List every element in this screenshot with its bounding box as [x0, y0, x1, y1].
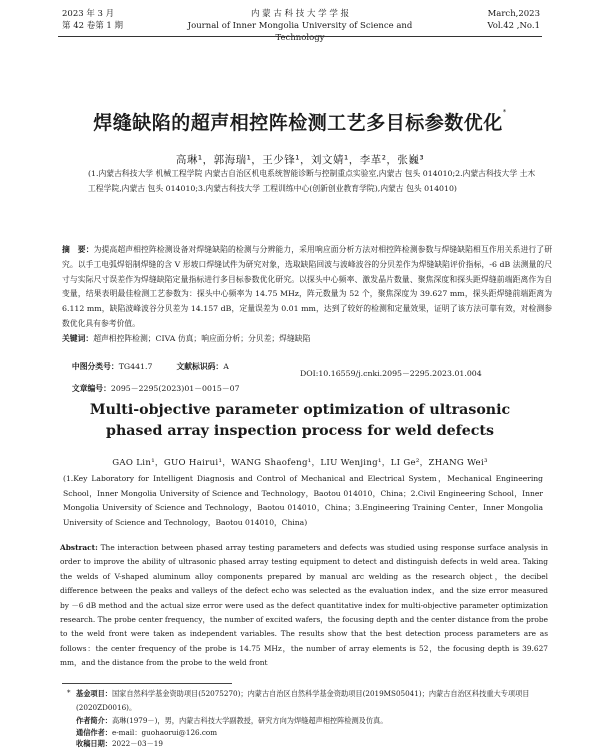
doi: DOI:10.16559/j.cnki.2095－2295.2023.01.004	[300, 369, 482, 378]
article-no-value: 2095－2295(2023)01－0015－07	[110, 384, 240, 393]
fund-label: 基金项目：	[76, 689, 112, 698]
authors-cn: 高琳¹，郭海瑞¹，王少锋¹，刘文婧¹，李革²，张巍³	[175, 154, 425, 166]
doc-code-label: 文献标识码：	[176, 362, 224, 371]
title-en-line2: phased array inspection process for weld defects	[106, 422, 494, 439]
abstract-en-text: The interaction between phased array testing parameters and defects was studied using response surface analysis in order to improve the ability of ultrasonic phased array testing equipment to detect and distinguish defects in weld area. Taking the welds of V-shaped aluminum alloy components prepared by manual arc welding as the research object，the decibel difference between the peaks and valleys of the defect echo was selected as the evaluation index，and the size error measured by －6 dB method and the actual size error were used as the defect quantitative index for multi-objective parameter optimization research. The probe center frequency，the number of excited wafers，the focusing depth and the center distance from the probe to the weld front were taken as independent variables. The results show that the best detection process parameters are as follows：the center frequency of the probe is 14.75 MHz，the number of array elements is 52，the focusing depth is 39.627 mm，and the distance from the probe to the weld front	[60, 543, 548, 668]
clc-value: TG441.7	[118, 362, 153, 371]
footnote-fund	[76, 687, 546, 714]
author-intro-text: 高琳(1979－)，男，内蒙古科技大学副教授，研究方向为焊缝超声相控阵检测及仿真。	[111, 716, 388, 725]
header-volume-cn: 第 42 卷第 1 期	[62, 21, 124, 31]
header-issue-en	[487, 8, 540, 32]
keywords-cn	[62, 332, 552, 346]
footnote-rule	[62, 683, 232, 684]
footnote-star: *	[67, 689, 71, 697]
author-intro-label: 作者简介：	[76, 716, 112, 725]
header-volume-en: Vol.42 ,No.1	[487, 21, 540, 31]
keywords-cn-text: 超声相控阵检测；CIVA 仿真；响应面分析；分贝差；焊缝缺陷	[93, 334, 311, 343]
title-en-line1: Multi-objective parameter optimization of ultrasonic	[89, 402, 511, 418]
corr-text: e-mail：guohaorui@126.com	[111, 728, 218, 737]
corr-label: 通信作者：	[76, 728, 112, 737]
received-label: 收稿日期：	[76, 739, 112, 748]
abstract-en-label: Abstract:	[60, 543, 98, 552]
fund-text: 国家自然科学基金资助项目(52075270)；内蒙古自治区自然科学基金资助项目(2019MS05041)；内蒙古自治区科技重大专项项目(2020ZD0016)。	[76, 689, 530, 712]
header-journal-cn: 内 蒙 古 科 技 大 学 学 报	[250, 9, 350, 19]
keywords-cn-label: 关键词：	[62, 334, 94, 343]
received-date: 2022－03－19	[111, 739, 163, 748]
abstract-cn	[62, 243, 552, 332]
header-issue-cn	[62, 8, 123, 32]
header-journal	[170, 8, 430, 44]
title-cn	[0, 108, 600, 135]
affiliations-en: (1.Key Laboratory for Intelligent Diagnosis and Control of Mechanical and Electrical System，Mechanical Engineering School，Inner Mongolia University of Science and Technology，Baotou 014010，China；2.Civil Engineering School，Inner Mongolia University of Science and Technology，Baotou 014010，China；3.Engineering Training Center，Inner Mongolia University of Science and Technology，Baotou 014010，China)	[63, 474, 543, 527]
doc-code-value: A	[223, 362, 229, 371]
title-cn-text: 焊缝缺陷的超声相控阵检测工艺多目标参数优化	[93, 112, 503, 134]
affiliations-cn: (1.内蒙古科技大学 机械工程学院 内蒙古自治区机电系统智能诊断与控制重点实验室,内蒙古 包头 014010;2.内蒙古科技大学 土木工程学院,内蒙古 包头 014010;3.内蒙古科技大学 工程训练中心(创新创业教育学院),内蒙古 包头 014010)	[88, 169, 536, 193]
title-en	[0, 400, 600, 441]
abstract-cn-text: 为提高超声相控阵检测设备对焊缝缺陷的检测与分辨能力，采用响应面分析方法对相控阵检测参数与焊缝缺陷相互作用关系进行了研究。以手工电弧焊铝制焊缝的含 V 形坡口焊缝试件为研究对象，选取缺陷回波与波峰波谷的分贝差作为焊缝缺陷评价指标，-6 dB 法测量的尺寸与实际尺寸误差作为焊缝缺陷定量指标进行多目标参数优化研究。以探头中心频率、激发晶片数量、聚焦深度和探头距焊缝前端距离作为自变量，结果表明最佳检测工艺参数为：探头中心频率为 14.75 MHz，阵元数量为 52 个，聚焦深度为 39.627 mm，探头距焊缝前端距离为 6.112 mm，缺陷波峰波谷分贝差为 14.157 dB，定量误差为 0.01 mm，达到了较好的检测和定量效果，证明了该方法可靠有效，对检测参数优化具有参考价值。	[62, 245, 552, 328]
header-date-cn: 2023 年 3 月	[62, 9, 115, 19]
abstract-cn-label: 摘 要：	[62, 245, 94, 254]
header-rule	[58, 36, 542, 37]
clc-label: 中图分类号：	[71, 362, 119, 371]
article-no-label: 文章编号：	[71, 384, 111, 393]
header-journal-en: Journal of Inner Mongolia University of Science and Technology	[187, 21, 413, 43]
header-date-en: March,2023	[487, 9, 540, 19]
abstract-en	[60, 541, 548, 671]
title-footnote-mark: *	[502, 108, 507, 116]
authors-en: GAO Lin¹，GUO Hairui¹，WANG Shaofeng¹，LIU Wenjing¹，LI Ge²，ZHANG Wei³	[112, 458, 488, 468]
footnote-received	[76, 737, 546, 751]
